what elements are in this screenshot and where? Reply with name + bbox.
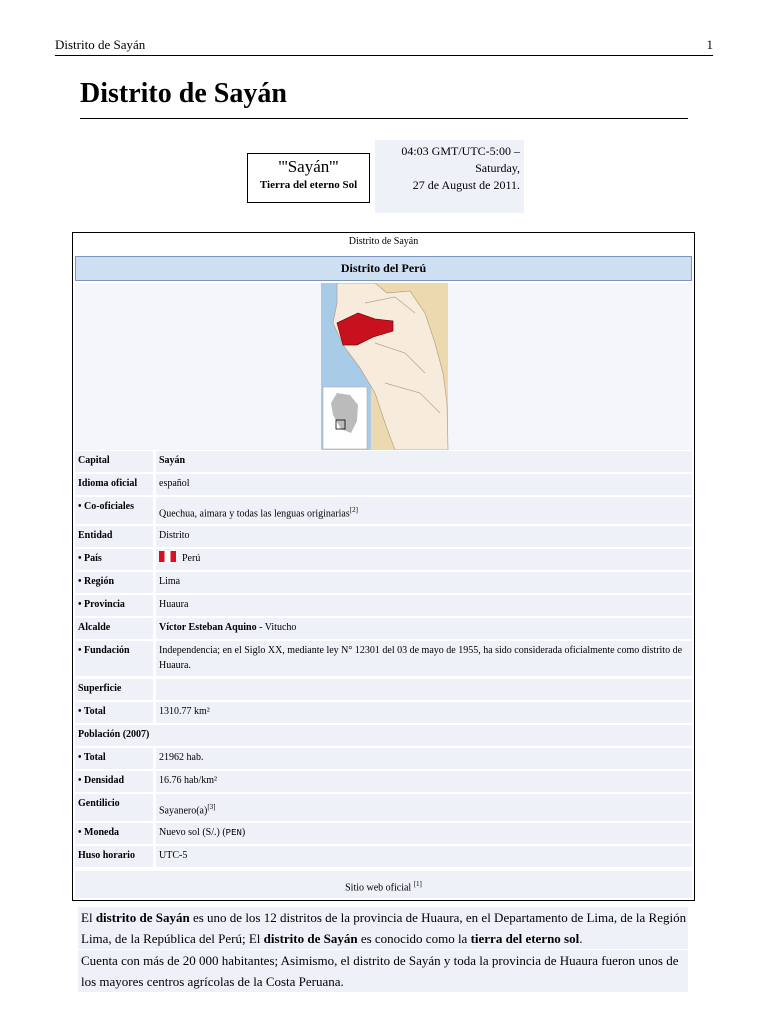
row-value: 21962 hab. bbox=[156, 748, 692, 769]
official-website-row bbox=[75, 871, 692, 898]
row-value bbox=[156, 794, 692, 821]
infobox-row-entidad bbox=[75, 526, 692, 547]
currency-name[interactable]: Nuevo sol (S/.) ( bbox=[159, 827, 226, 838]
citation-link[interactable]: [3] bbox=[207, 803, 216, 811]
currency-code[interactable]: PEN bbox=[225, 828, 242, 838]
infobox-row-moneda bbox=[75, 823, 692, 844]
infobox-row-region bbox=[75, 572, 692, 593]
citation-link[interactable]: [2] bbox=[349, 506, 358, 514]
infobox bbox=[72, 232, 695, 901]
infobox-row-alcalde bbox=[75, 618, 692, 639]
row-label: Población (2007) bbox=[75, 725, 156, 746]
infobox-row-poblacion bbox=[75, 725, 692, 746]
official-website-link[interactable]: Sitio web oficial bbox=[345, 882, 414, 894]
row-value bbox=[156, 823, 692, 844]
row-label: Superficie bbox=[75, 679, 153, 700]
time-box bbox=[375, 140, 524, 213]
row-label: • País bbox=[75, 549, 153, 570]
second-paragraph: Cuenta con más de 20 000 habitantes; Asimismo, el distrito de Sayán y toda la provincia de Huaura fueron unos de los mayores centros agrícolas de la Costa Peruana. bbox=[78, 950, 688, 992]
citation-link[interactable]: [1] bbox=[413, 880, 422, 888]
row-label: • Total bbox=[75, 702, 153, 723]
infobox-row-densidad bbox=[75, 771, 692, 792]
infobox-row-provincia bbox=[75, 595, 692, 616]
infobox-row-poblacion-total bbox=[75, 748, 692, 769]
infobox-row-superficie-total bbox=[75, 702, 692, 723]
infobox-row-gentilicio bbox=[75, 794, 692, 821]
infobox-caption: Distrito de Sayán bbox=[348, 236, 419, 247]
time-line-2: Saturday, bbox=[475, 161, 520, 175]
infobox-row-capital bbox=[75, 451, 692, 472]
row-value-text[interactable]: Perú bbox=[182, 553, 201, 564]
location-map-image[interactable] bbox=[75, 283, 692, 450]
peru-flag-icon[interactable] bbox=[159, 551, 176, 562]
row-value[interactable]: UTC-5 bbox=[156, 846, 692, 867]
page-number: 1 bbox=[706, 37, 713, 52]
row-label: • Provincia bbox=[75, 595, 153, 616]
bold-term: tierra del eterno sol bbox=[470, 931, 580, 946]
paragraph-text: es conocido como la bbox=[357, 931, 471, 946]
row-value bbox=[156, 497, 692, 524]
time-line-3: 27 de August de 2011. bbox=[412, 178, 520, 192]
row-label: • Región bbox=[75, 572, 153, 593]
row-label: Alcalde bbox=[75, 618, 153, 639]
row-label: • Fundación bbox=[75, 641, 153, 676]
infobox-row-huso-horario bbox=[75, 846, 692, 867]
header-divider bbox=[55, 55, 713, 56]
row-value: 1310.77 km² bbox=[156, 702, 692, 723]
motto-sub: Tierra del eterno Sol bbox=[259, 179, 358, 191]
row-label: Entidad bbox=[75, 526, 153, 547]
row-value-text[interactable]: Quechua, aimara y todas las lenguas originarias bbox=[159, 508, 350, 520]
bold-term: distrito de Sayán bbox=[263, 931, 358, 946]
row-value[interactable]: Lima bbox=[156, 572, 692, 593]
row-label: Capital bbox=[75, 451, 153, 472]
currency-close: ) bbox=[241, 827, 246, 838]
row-value bbox=[156, 618, 692, 639]
row-value bbox=[156, 725, 692, 746]
row-label: • Co-oficiales bbox=[75, 497, 153, 524]
mayor-nickname: - Vitucho bbox=[256, 622, 297, 633]
row-value: Independencia; en el Siglo XX, mediante ley N° 12301 del 03 de mayo de 1955, ha sido considerada oficialmente como distrito de Huaura. bbox=[156, 641, 692, 676]
paragraph-text: es uno de los 12 distritos de la provincia de Huaura, en el Departamento de Lima, de la Región Lima, de la República del Perú; El bbox=[81, 910, 687, 946]
paragraph-text: El bbox=[81, 910, 96, 925]
bold-term: distrito de Sayán bbox=[95, 910, 190, 925]
row-label[interactable]: Gentilicio bbox=[75, 794, 153, 821]
row-value bbox=[156, 679, 692, 700]
page-title: Distrito de Sayán bbox=[80, 78, 287, 109]
infobox-row-fundacion bbox=[75, 641, 692, 676]
title-divider bbox=[80, 118, 688, 119]
mayor-name[interactable]: Víctor Esteban Aquino bbox=[159, 622, 257, 633]
infobox-row-superficie bbox=[75, 679, 692, 700]
paragraph-text: . bbox=[579, 931, 583, 946]
row-value-text: Sayanero(a) bbox=[159, 805, 208, 817]
motto-box bbox=[247, 153, 370, 203]
row-label: • Total bbox=[75, 748, 153, 769]
location-map bbox=[75, 283, 692, 450]
row-value[interactable]: Sayán bbox=[156, 451, 692, 472]
row-value[interactable]: Distrito bbox=[156, 526, 692, 547]
running-head bbox=[55, 37, 713, 53]
row-label[interactable]: Idioma oficial bbox=[75, 474, 153, 495]
infobox-row-idioma bbox=[75, 474, 692, 495]
row-value bbox=[156, 549, 692, 570]
motto-main: '''Sayán''' bbox=[278, 157, 339, 176]
infobox-row-pais bbox=[75, 549, 692, 570]
row-value: 16.76 hab/km² bbox=[156, 771, 692, 792]
running-head-title: Distrito de Sayán bbox=[55, 37, 146, 52]
row-label: • Moneda bbox=[75, 823, 153, 844]
row-value[interactable]: Huaura bbox=[156, 595, 692, 616]
row-label[interactable]: • Densidad bbox=[75, 771, 153, 792]
row-label[interactable]: Huso horario bbox=[75, 846, 153, 867]
intro-paragraph bbox=[78, 907, 688, 949]
row-value[interactable]: español bbox=[156, 474, 692, 495]
infobox-row-cooficiales bbox=[75, 497, 692, 524]
time-line-1: 04:03 GMT/UTC-5:00 – bbox=[401, 144, 520, 158]
infobox-header: Distrito del Perú bbox=[75, 256, 692, 281]
